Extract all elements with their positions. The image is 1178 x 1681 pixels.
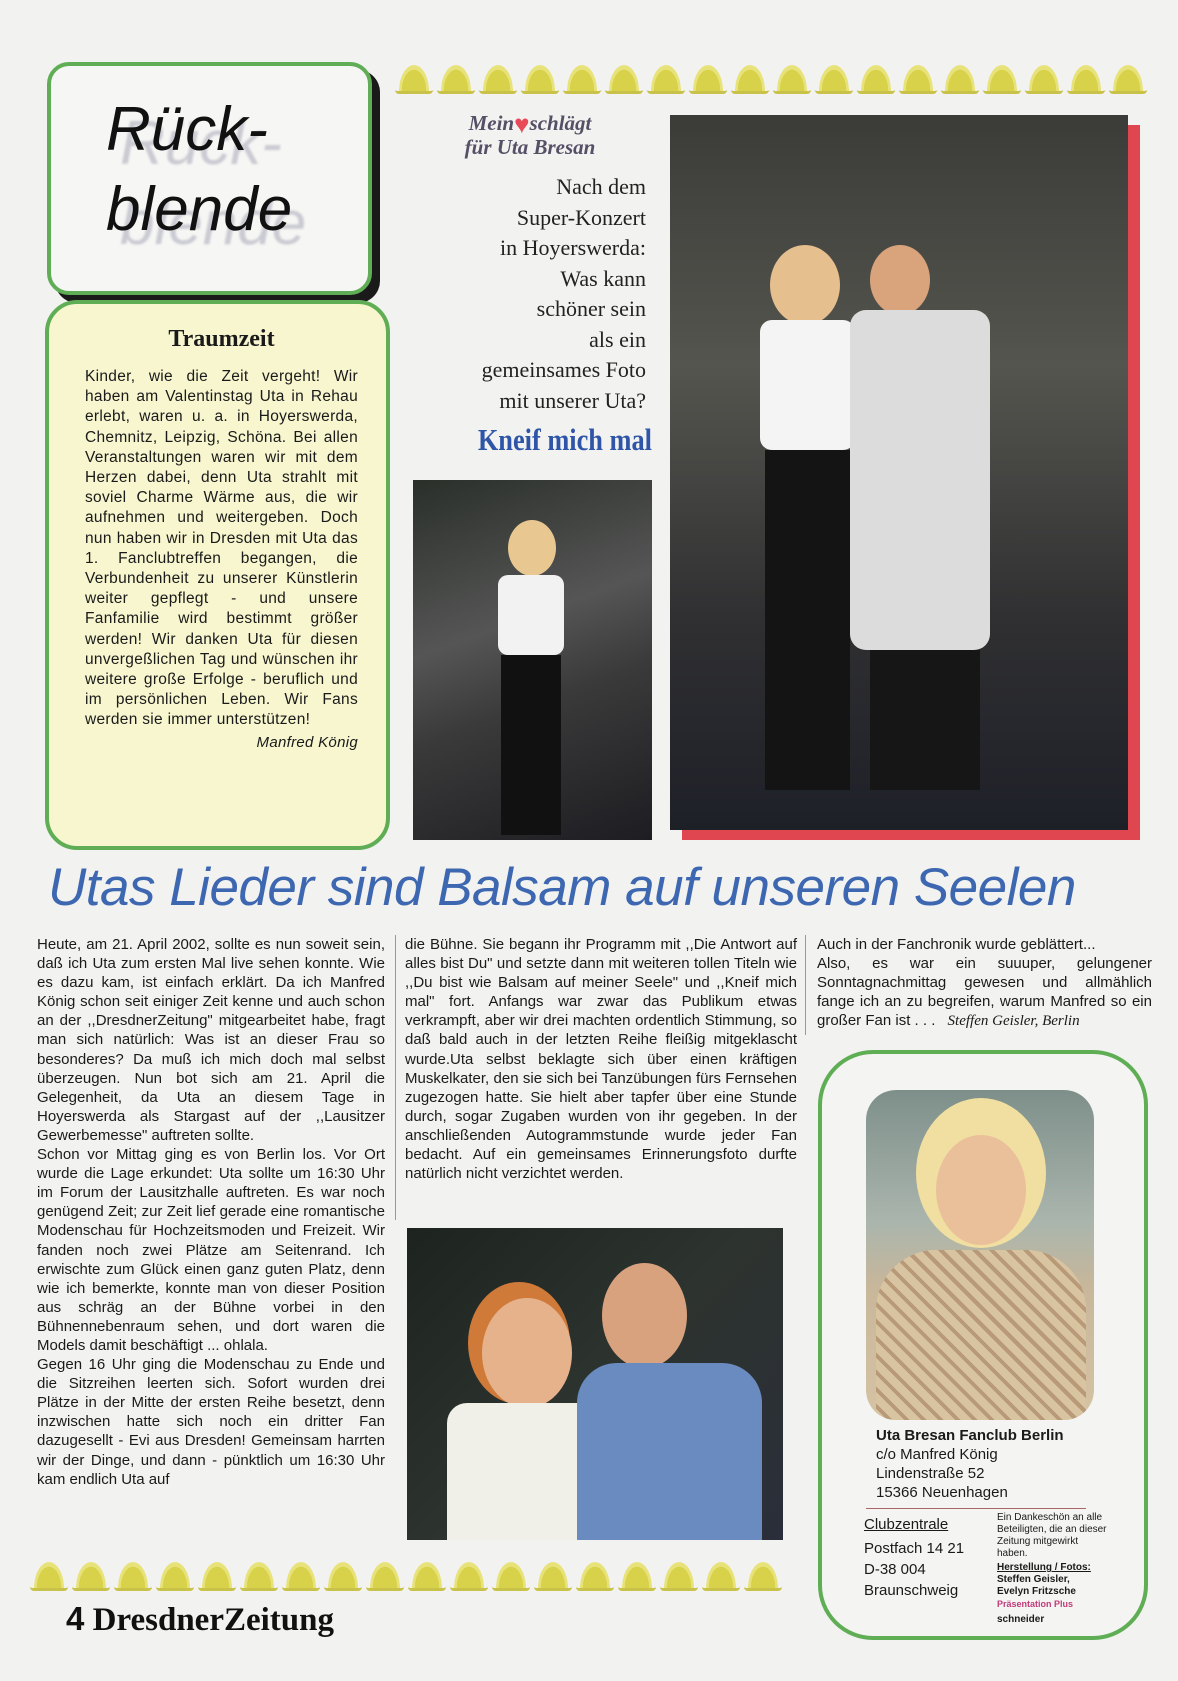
traumzeit-box [45, 300, 390, 850]
credits-title: Herstellung / Fotos: [997, 1562, 1091, 1573]
article-author: Steffen Geisler, Berlin [947, 1013, 1080, 1030]
fan-ornament-icon [1067, 58, 1105, 94]
logo-text: Mein [468, 111, 515, 135]
ornament-border-top [395, 58, 1150, 96]
fan-ornament-icon [72, 1555, 110, 1591]
clubzentrale-line: Braunschweig [864, 1582, 959, 1599]
teaser-kicker: Kneif mich mal [477, 422, 652, 457]
fan-ornament-icon [773, 58, 811, 94]
fan-ornament-icon [534, 1555, 572, 1591]
page-number: 4 [66, 1600, 85, 1637]
teaser-line: in Hoyerswerda: [499, 235, 646, 260]
fan-ornament-icon [815, 58, 853, 94]
teaser-text [420, 172, 646, 416]
clubzentrale-line: Postfach 14 21 [864, 1540, 965, 1557]
fanclub-logo [440, 112, 620, 158]
fan-ornament-icon [899, 58, 937, 94]
rueckblende-box [47, 62, 372, 295]
credits-line: Steffen Geisler, [997, 1574, 1070, 1585]
fan-ornament-icon [324, 1555, 362, 1591]
fan-ornament-icon [240, 1555, 278, 1591]
rueckblende-line2: blende [106, 175, 293, 244]
fan-ornament-icon [521, 58, 559, 94]
teaser-line: Nach dem [556, 174, 646, 199]
fan-ornament-icon [408, 1555, 446, 1591]
fan-ornament-icon [702, 1555, 740, 1591]
photo-uta-stage [413, 480, 652, 840]
brand-schneider: schneider [997, 1614, 1045, 1625]
fan-ornament-icon [576, 1555, 614, 1591]
publication-name: DresdnerZeitung [92, 1602, 335, 1638]
teaser-line: Was kann [560, 265, 646, 291]
page-footer [66, 1600, 334, 1639]
credits-line: Evelyn Fritzsche [997, 1586, 1076, 1597]
column-divider [805, 935, 806, 1035]
teaser-line: Super-Konzert [516, 204, 646, 230]
fan-ornament-icon [647, 58, 685, 94]
fanclub-box [818, 1050, 1148, 1640]
fanclub-address-line: Lindenstraße 52 [876, 1465, 985, 1482]
article-paragraph: Gegen 16 Uhr ging die Modenschau zu Ende und die Sitzreihen leerten sich. Sofort wurden drei Plätze in der Mitte der ersten Reihe besetzt, denn inzwischen hatte sich noch ein dritter Fan dazugesellt - Evi aus Dresden! Gemeinsam harrten wir der Dinge, und dann - pünktlich um 16:30 Uhr kam endlich Uta auf [37, 1356, 385, 1488]
photo-uta-portrait [866, 1090, 1094, 1420]
fan-ornament-icon [941, 58, 979, 94]
clubzentrale-title: Clubzentrale [864, 1516, 949, 1533]
article-column-1 [37, 935, 385, 1489]
article-col3-text: Also, es war ein suuuper, gelungener Sonntagnachmittag gewesen und allmählich fange ich an zu begreifen, warum Manfred so ein großer Fan ist . . . [817, 955, 1152, 1030]
logo-text: schlägt [529, 111, 592, 135]
clubzentrale-line: D-38 004 [864, 1561, 926, 1578]
fan-ornament-icon [1025, 58, 1063, 94]
ornament-border-bottom [30, 1555, 785, 1593]
fan-ornament-icon [1109, 58, 1147, 94]
fan-ornament-icon [492, 1555, 530, 1591]
fanclub-address-line: c/o Manfred König [876, 1446, 998, 1463]
fan-ornament-icon [282, 1555, 320, 1591]
fan-ornament-icon [198, 1555, 236, 1591]
fan-ornament-icon [450, 1555, 488, 1591]
traumzeit-body: Kinder, wie die Zeit vergeht! Wir haben am Valentinstag Uta in Rehau erlebt, waren u. a. in Hoyerswerda, Chemnitz, Leipzig, Schöna. Bei allen Veranstaltungen waren wir mit dem Herzen dabei, denn Uta strahlt mit soviel Charme Wärme aus, die wir aufnehmen und weitergeben. Doch nun haben wir in Dresden mit Uta das 1. Fanclubtreffen begangen, die Verbundenheit zu unserer Künstlerin weiter gepflegt - und unsere Fanfamilie wird bestimmt größer werden! Wir danken Uta für diesen unvergeßlichen Tag und wünschen ihr weitere große Erfolge - beruflich und im persönlichen Leben. Wir Fans werden sie immer unterstützen! [85, 368, 358, 729]
fan-ornament-icon [156, 1555, 194, 1591]
fan-ornament-icon [660, 1555, 698, 1591]
brand-praesentation-plus: Präsentation Plus [997, 1599, 1074, 1609]
column-divider [395, 935, 396, 1220]
divider [866, 1508, 1086, 1509]
heart-icon: ♥ [514, 110, 530, 139]
fan-ornament-icon [731, 58, 769, 94]
article-col3-line1: Auch in der Fanchronik wurde geblättert... [817, 936, 1096, 953]
fan-ornament-icon [605, 58, 643, 94]
fan-ornament-icon [114, 1555, 152, 1591]
traumzeit-title: Traumzeit [168, 326, 275, 352]
fan-ornament-icon [366, 1555, 404, 1591]
traumzeit-signature: Manfred König [256, 733, 358, 751]
fan-ornament-icon [857, 58, 895, 94]
fan-ornament-icon [563, 58, 601, 94]
article-paragraph: Schon vor Mittag ging es von Berlin los. Vor Ort wurde die Lage erkundet: Uta sollte um 16:30 Uhr im Forum der Lausitzhalle auftreten. Es war noch genügend Zeit; zur Zeit lief gerade eine romantische Modenschau für Hochzeitsmoden und Freizeit. Wir fanden noch zwei Plätze am Seitenrand. Ich erwischte zum Glück einen ganz guten Platz, denn wie ich bemerkte, konnte man von dieser Position aus schräg an der Bühne vorbei in den Bühnennebenraum sehen, und dort waren die Models damit beschäftigt ... ohlala. [37, 1146, 385, 1354]
fan-ornament-icon [395, 58, 433, 94]
fanclub-address-line: 15366 Neuenhagen [876, 1484, 1008, 1501]
fan-ornament-icon [618, 1555, 656, 1591]
article-paragraph: Heute, am 21. April 2002, sollte es nun soweit sein, daß ich Uta zum ersten Mal live sehen konnte. Wie es dazu kam, ist einfach erklärt. Da ich Manfred König schon seit einiger Zeit kenne und auch schon an der ,,DresdnerZeitung" mitgearbeitet habe, fragt man sich natürlich: Was ist an dieser Frau so besonderes? Da muß ich mich doch mal selbst überzeugen. Nun bot sich am 21. April die Gelegenheit, da Uta an diesem Tage in Hoyerswerda als Stargast auf der ,,Lausitzer Gewerbemesse" auftreten sollte. [37, 936, 385, 1144]
rueckblende-line1: Rück- [106, 95, 268, 164]
fan-ornament-icon [983, 58, 1021, 94]
article-headline: Utas Lieder sind Balsam auf unseren Seelen [48, 858, 1076, 917]
article-column-3 [817, 935, 1152, 1031]
teaser-line: gemeinsames Foto [481, 357, 646, 382]
fan-ornament-icon [437, 58, 475, 94]
fanclub-name: Uta Bresan Fanclub Berlin [876, 1427, 1064, 1444]
logo-text: für Uta Bresan [464, 135, 596, 159]
article-column-2: die Bühne. Sie begann ihr Programm mit ,,Die Antwort auf alles bist Du" und setzte dann mit weiteren tollen Titeln wie ,,Du bist wie Balsam auf meiner Seele" und ,,Kneif mich mal" fort. Anfangs war zwar das Publikum etwas verkrampft, aber wir drei machten ordentlich Stimmung, so daß bald auch in der letzten Reihe fleißig mitgeklascht wurde.Uta selbst beklagte sich über einen kräftigen Muskelkater, den sie sich bei Tanzübungen fürs Fernsehen zugezogen hatte. Sie hielt aber tapfer über eine Stunde durch, sogar Zugaben wurden von ihr gegeben. In der anschließenden Autogrammstunde wurde jeder Fan bedacht. Auf ein gemeinsames Erinnerungsfoto durfte natürlich nicht verzichtet werden. [405, 936, 797, 1183]
thanks-text: Ein Dankeschön an alle Beteiligten, die an dieser Zeitung mitgewirkt haben. [997, 1512, 1107, 1559]
fan-ornament-icon [744, 1555, 782, 1591]
teaser-line: mit unserer Uta? [499, 387, 646, 413]
teaser-line: schöner sein [536, 296, 646, 321]
fan-ornament-icon [30, 1555, 68, 1591]
teaser-line: als ein [589, 326, 646, 352]
fan-ornament-icon [479, 58, 517, 94]
fan-ornament-icon [689, 58, 727, 94]
photo-uta-with-fan [670, 115, 1128, 830]
photo-uta-with-author [407, 1228, 783, 1540]
